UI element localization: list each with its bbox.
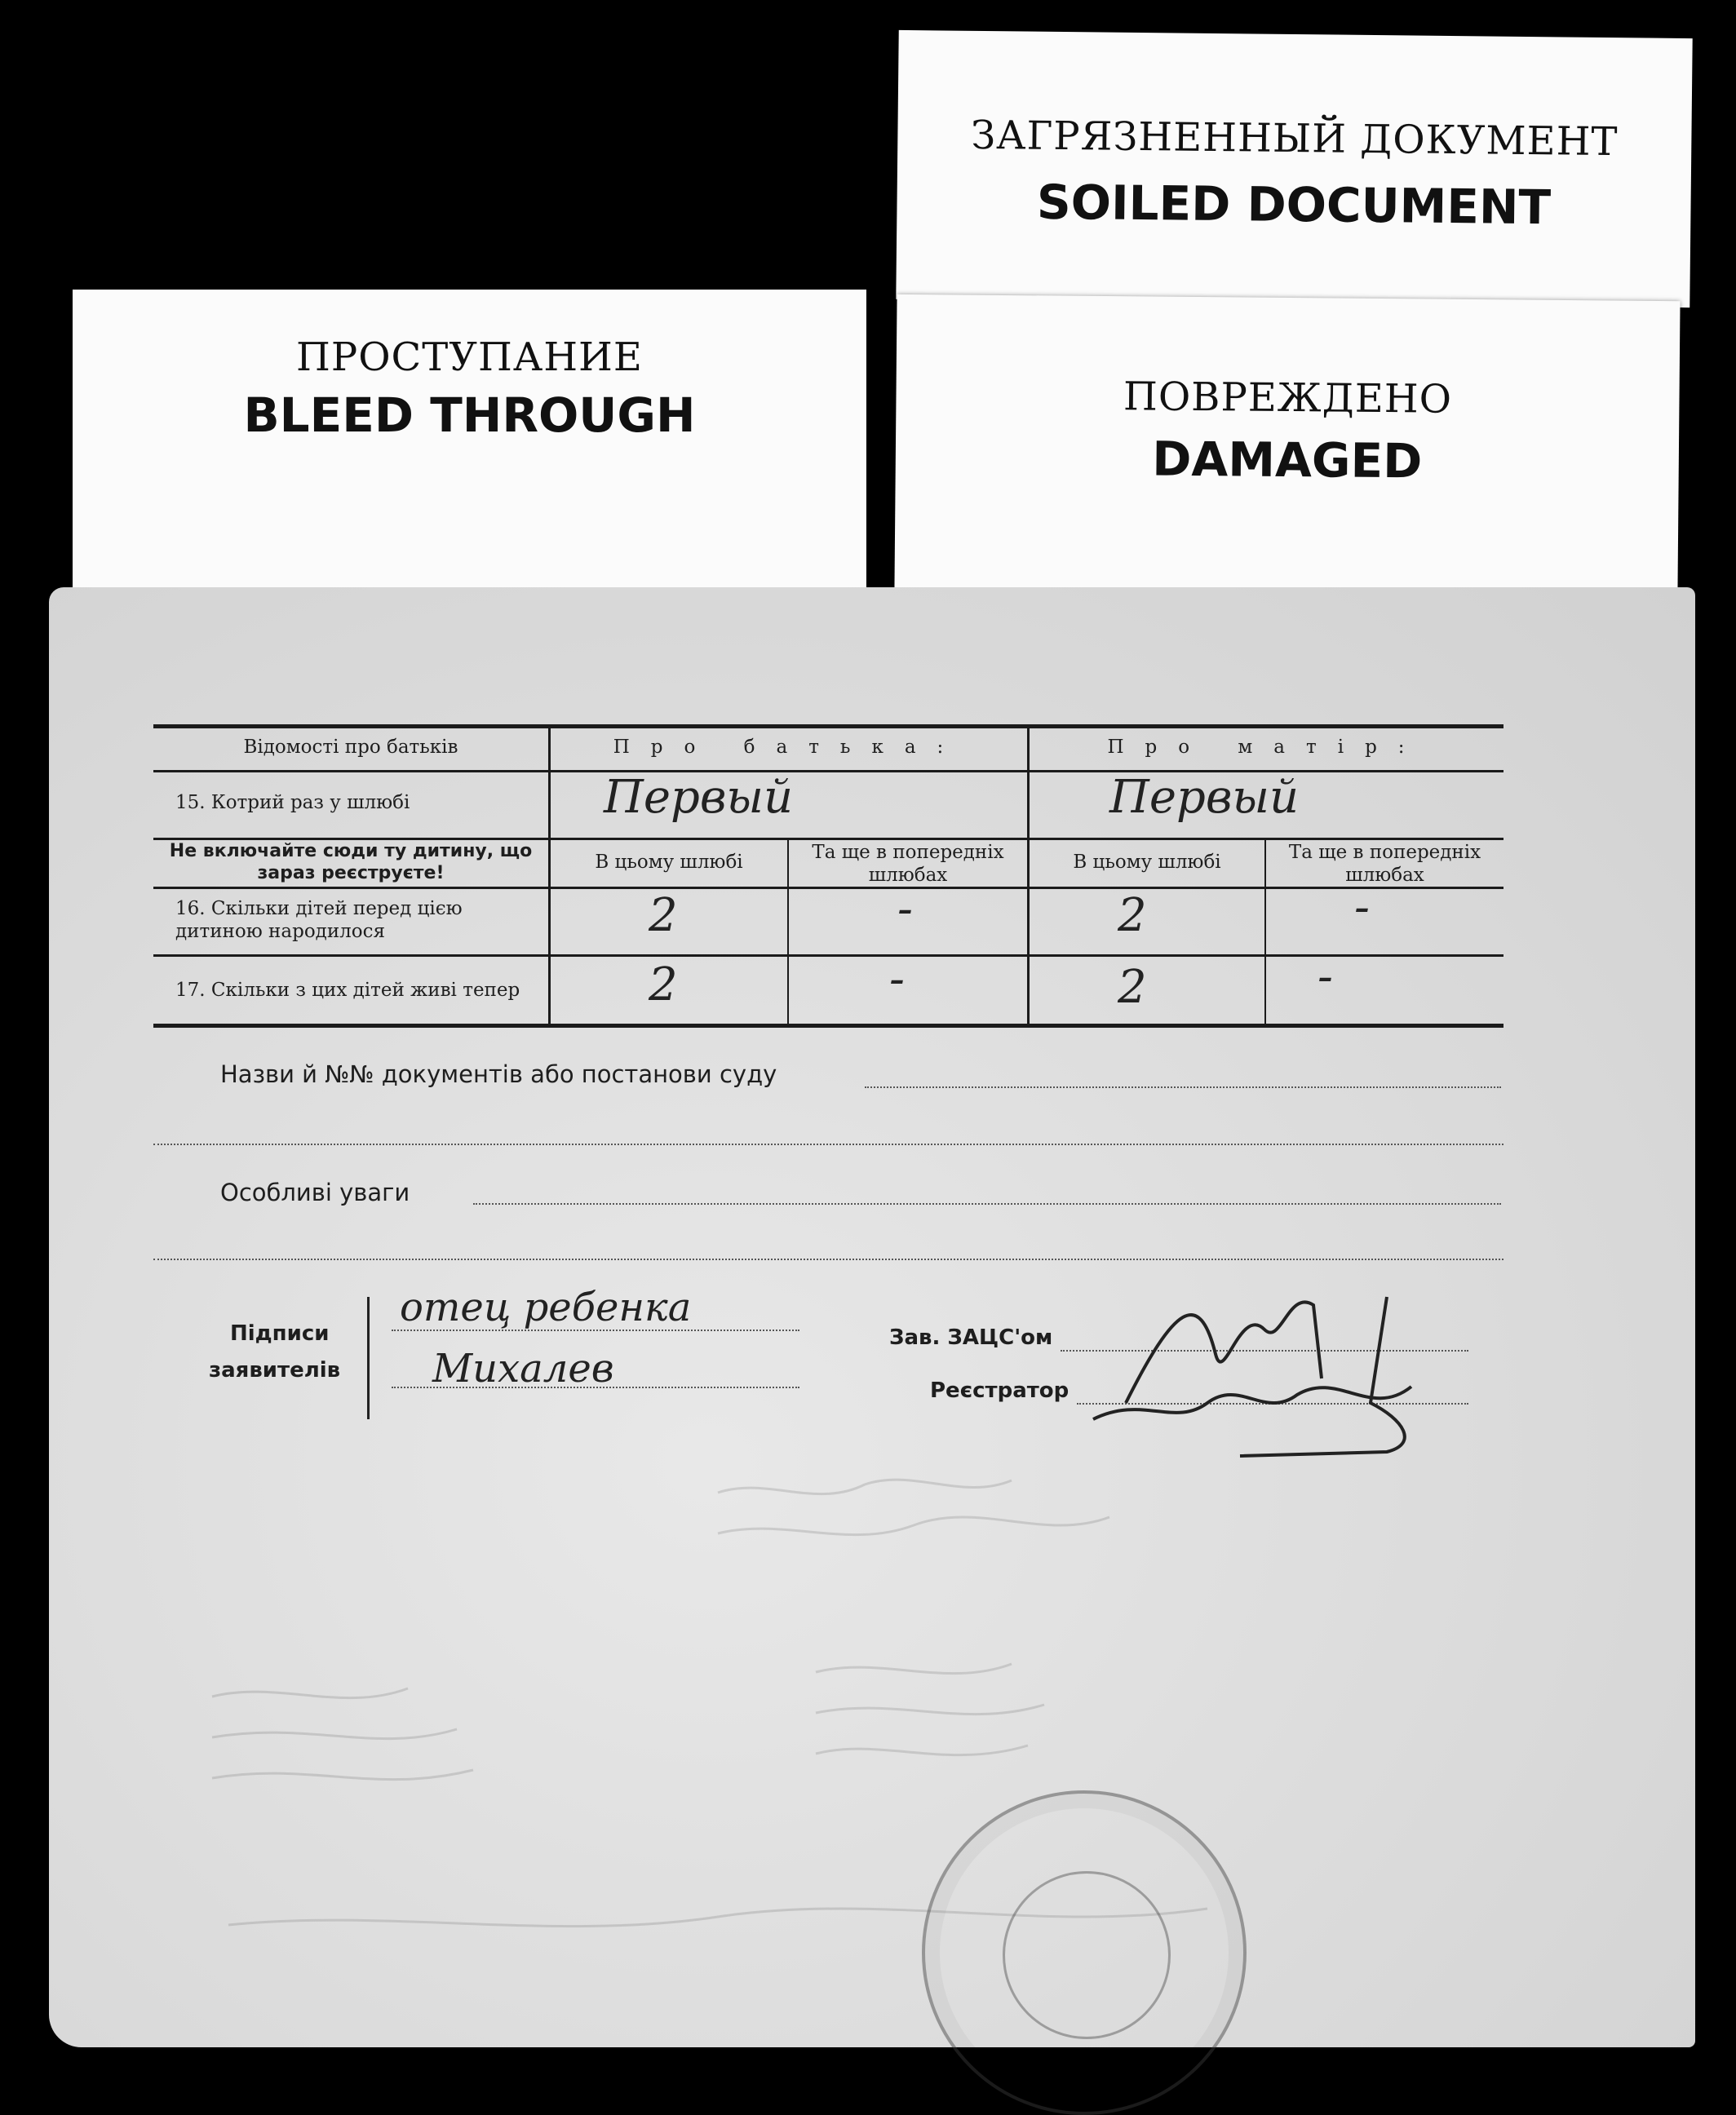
row-17-father-this: 2 xyxy=(649,958,678,1011)
documents-line-2 xyxy=(153,1144,1504,1145)
soiled-document-label xyxy=(896,30,1692,308)
registrar-label: Реєстратор xyxy=(930,1378,1070,1403)
signatures-label: Підписи xyxy=(230,1321,330,1346)
table-top-border xyxy=(153,724,1504,728)
documents-label: Назви й №№ документів або постанови суду xyxy=(220,1060,777,1088)
exclusion-note: Не включайте сюди ту дитину, що зараз реєструєте! xyxy=(169,841,533,883)
damaged-label-en: DAMAGED xyxy=(1152,431,1423,489)
row-16-label: 16. Скільки дітей перед цією дитиною народилося xyxy=(175,898,463,942)
row-17-father-prev: - xyxy=(889,953,905,1006)
row-17-label: 17. Скільки з цих дітей живі тепер xyxy=(175,980,520,1001)
signature-brace xyxy=(367,1297,370,1419)
row-15-label: 15. Котрий раз у шлюбі xyxy=(175,792,410,813)
signature-line-1 xyxy=(392,1330,799,1331)
table-line xyxy=(153,887,1504,889)
row-15-mother-value: Первый xyxy=(1109,771,1300,824)
table-col-line xyxy=(548,724,551,1026)
signature-1: отец ребенка xyxy=(400,1285,692,1330)
row-16-father-prev: - xyxy=(897,883,913,936)
damaged-label-ru: ПОВРЕЖДЕНО xyxy=(1123,374,1453,423)
bleed-through-label xyxy=(73,290,866,591)
row-16-mother-this: 2 xyxy=(1118,889,1147,942)
header-mother: Про матір: xyxy=(1107,737,1426,758)
father-previous-header: Та ще в попередніх шлюбах xyxy=(812,842,1004,886)
row-15-father-value: Первый xyxy=(604,771,794,824)
damaged-label xyxy=(894,294,1680,595)
registrar-signature xyxy=(1077,1256,1468,1468)
soiled-label-en: SOILED DOCUMENT xyxy=(1036,174,1552,236)
bleed-label-ru: ПРОСТУПАНИЕ xyxy=(296,334,643,380)
applicants-label: заявителів xyxy=(209,1358,341,1383)
signature-2: Михалев xyxy=(432,1346,614,1392)
notes-label: Особливі уваги xyxy=(220,1179,410,1206)
mother-previous-header: Та ще в попередніх шлюбах xyxy=(1288,842,1481,886)
header-parents-info: Відомості про батьків xyxy=(243,737,458,758)
table-bottom-border xyxy=(153,1024,1504,1028)
table-line xyxy=(153,770,1504,772)
row-17-mother-this: 2 xyxy=(1118,961,1147,1014)
bleed-through-text xyxy=(147,1468,1534,1998)
soiled-label-ru: ЗАГРЯЗНЕННЫЙ ДОКУМЕНТ xyxy=(970,112,1619,166)
documents-line xyxy=(865,1086,1501,1088)
signature-line-2 xyxy=(392,1387,799,1388)
head-label: Зав. ЗАЦС'ом xyxy=(889,1325,1053,1350)
row-16-mother-prev: - xyxy=(1354,881,1370,934)
father-this-marriage-header: В цьому шлюбі xyxy=(595,852,743,873)
header-father: Про батька: xyxy=(613,737,965,758)
row-16-father-this: 2 xyxy=(649,889,678,942)
bleed-label-en: BLEED THROUGH xyxy=(243,387,696,443)
row-17-mother-prev: - xyxy=(1318,950,1333,1003)
table-line xyxy=(153,954,1504,957)
table-col-line xyxy=(1027,724,1030,1026)
form-page xyxy=(49,587,1695,2047)
notes-line xyxy=(473,1203,1501,1205)
mother-this-marriage-header: В цьому шлюбі xyxy=(1073,852,1221,873)
